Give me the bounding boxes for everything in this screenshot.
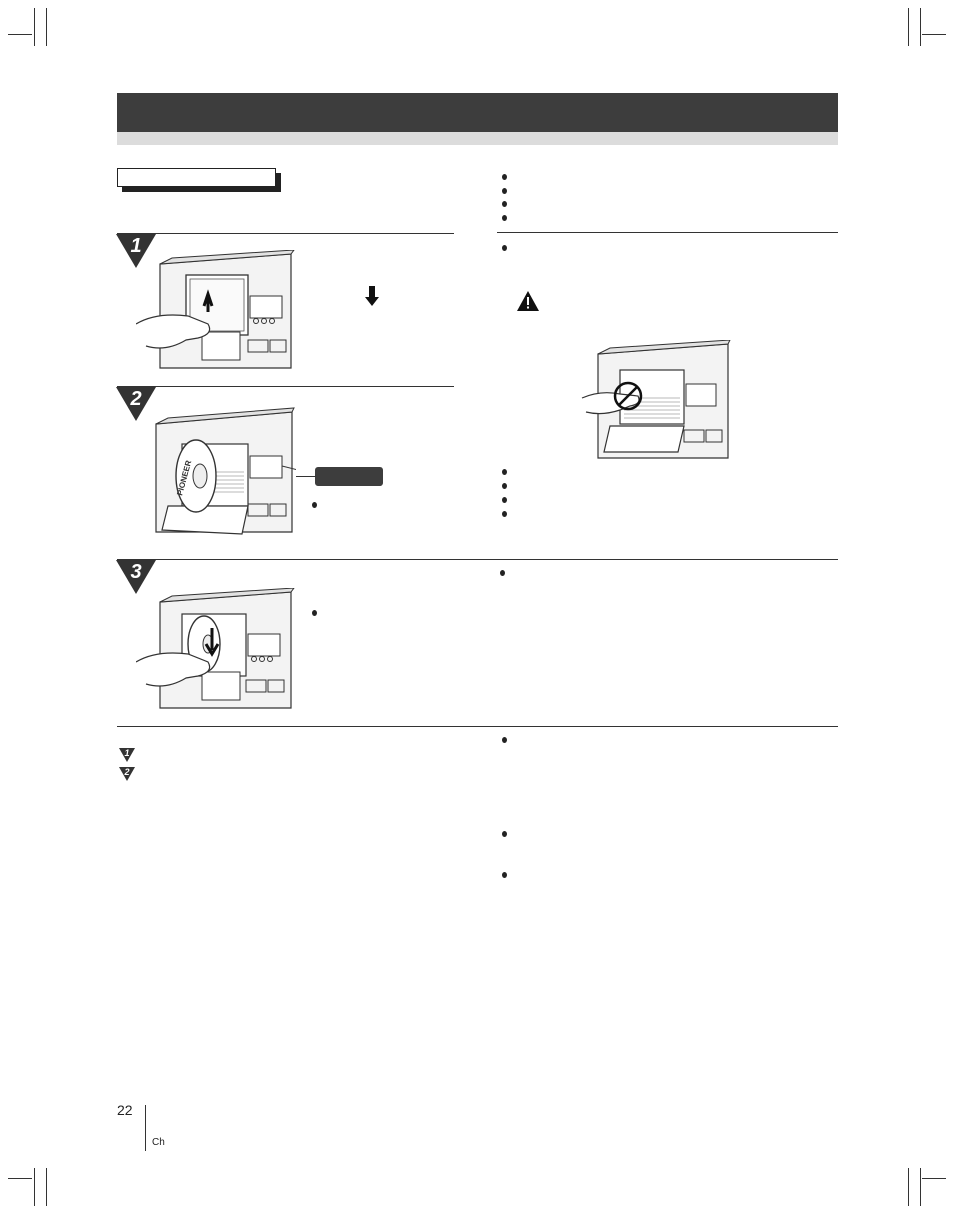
- list-bullet: [500, 570, 505, 576]
- list-bullet: [502, 737, 507, 743]
- list-bullet: [502, 511, 507, 517]
- divider: [117, 559, 838, 560]
- divider: [117, 726, 838, 727]
- step-2-small-badge: [119, 767, 135, 782]
- list-bullet: [502, 483, 507, 489]
- list-bullet: [502, 245, 507, 251]
- list-bullet: [502, 831, 507, 837]
- list-bullet: [502, 872, 507, 878]
- divider: [117, 386, 454, 387]
- step-1-small-badge: [119, 748, 135, 763]
- step-3-illustration: [136, 588, 296, 712]
- section-tab: [117, 168, 276, 187]
- list-bullet: [502, 201, 507, 207]
- list-bullet: [312, 502, 317, 508]
- footer-rule: [145, 1105, 146, 1151]
- divider: [117, 233, 454, 234]
- callout-leader: [296, 476, 316, 477]
- header-underbar: [117, 132, 838, 145]
- list-bullet: [312, 610, 317, 616]
- step-1-illustration: [136, 250, 296, 372]
- svg-text:2: 2: [124, 767, 130, 777]
- svg-text:2: 2: [130, 388, 142, 410]
- header-bar: [117, 93, 838, 132]
- svg-text:3: 3: [130, 561, 142, 583]
- svg-text:PIONEER: PIONEER: [175, 459, 194, 497]
- list-bullet: [502, 497, 507, 503]
- list-bullet: [502, 469, 507, 475]
- list-bullet: [502, 188, 507, 194]
- warning-triangle-icon: [517, 291, 539, 311]
- svg-text:1: 1: [124, 748, 130, 758]
- step-2-callout: [315, 467, 383, 486]
- svg-text:1: 1: [130, 235, 142, 257]
- list-bullet: [502, 174, 507, 180]
- step-2-illustration: [152, 406, 296, 536]
- no-touch-illustration: [580, 340, 732, 466]
- step-2-badge: [116, 387, 156, 423]
- page-number: 22: [117, 1102, 133, 1118]
- divider: [497, 232, 838, 233]
- language-code: Ch: [152, 1137, 165, 1148]
- list-bullet: [502, 215, 507, 221]
- arrow-down-icon: [365, 286, 379, 306]
